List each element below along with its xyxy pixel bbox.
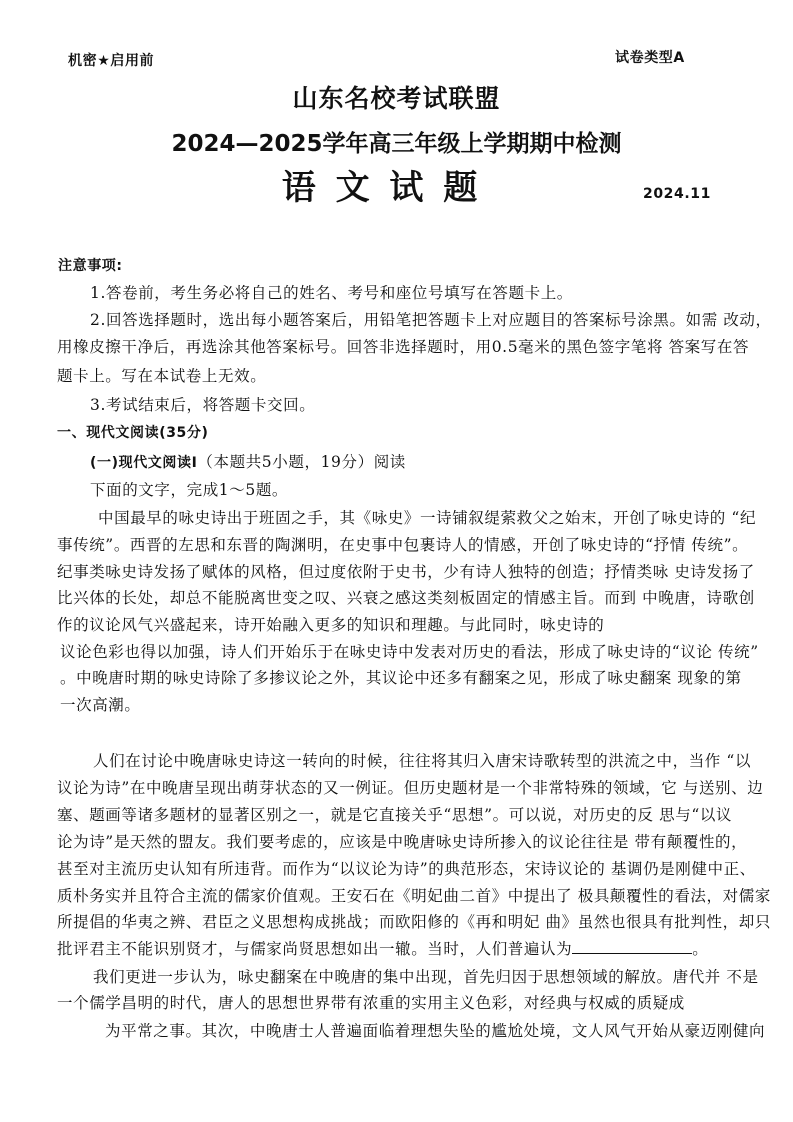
passage-line: 纪事类咏史诗发扬了赋体的风格，但过度依附于史书，少有诗人独特的创造；抒情类咏 史诗发扬了 bbox=[57, 563, 755, 581]
passage-line: 作的议论风气兴盛起来，诗开始融入更多的知识和理趣。与此同时，咏史诗的 bbox=[57, 616, 605, 634]
section-title: 一、现代文阅读(35分) bbox=[57, 425, 209, 441]
subsection-note: （本题共5小题，19分）阅读 bbox=[197, 453, 406, 471]
notice-item: 2.回答选择题时，选出每小题答案后，用铅笔把答题卡上对应题目的答案标号涂黑。如需 改动， bbox=[90, 311, 772, 329]
notice-title: 注意事项: bbox=[58, 258, 123, 274]
passage-line: 为平常之事。其次，中晚唐士人普遍面临着理想失坠的尴尬处境，文人风气开始从豪迈刚健向 bbox=[105, 1022, 766, 1040]
exam-title: 2024—2025学年高三年级上学期期中检测 bbox=[171, 131, 622, 157]
notice-item: 3.考试结束后，将答题卡交回。 bbox=[90, 396, 316, 414]
organization-title: 山东名校考试联盟 bbox=[292, 84, 501, 113]
exam-date: 2024.11 bbox=[643, 186, 711, 202]
passage-line: 。中晚唐时期的咏史诗除了多掺议论之外，其议论中还多有翻案之见，形成了咏史翻案 现象的第 bbox=[60, 669, 742, 687]
passage-line: 中国最早的咏史诗出于班固之手，其《咏史》一诗铺叙缇萦救父之始末，开创了咏史诗的 “纪 bbox=[98, 509, 757, 527]
passage-text: 。 bbox=[692, 940, 709, 958]
passage-line: 一个儒学昌明的时代，唐人的思想世界带有浓重的实用主义色彩，对经典与权威的质疑成 bbox=[57, 994, 685, 1012]
passage-line: 比兴体的长处，却总不能脱离世变之叹、兴衰之感这类刻板固定的情感主旨。而到 中晚唐，诗歌创 bbox=[57, 589, 755, 607]
passage-text: 批评君主不能识别贤才，与儒家尚贤思想如出一辙。当时，人们普遍认为 bbox=[57, 940, 573, 958]
passage-line: 质朴务实并且符合主流的儒家价值观。王安石在《明妃曲二首》中提出了 极具颠覆性的看法，对儒家 bbox=[57, 887, 771, 905]
passage-line: 我们更进一步认为，咏史翻案在中晚唐的集中出现，首先归因于思想领域的解放。唐代并 不是 bbox=[93, 968, 759, 986]
notice-item: 用橡皮擦干净后，再选涂其他答案标号。回答非选择题时，用0.5毫米的黑色签字笔将 答案写在答 bbox=[57, 338, 750, 356]
passage-line: 一次高潮。 bbox=[60, 696, 141, 714]
passage-line: 议论为诗”在中晚唐呈现出萌芽状态的又一例证。但历史题材是一个非常特殊的领域，它 与送别、边 bbox=[57, 779, 764, 797]
passage-line: 人们在讨论中晚唐咏史诗这一转向的时候，往往将其归入唐宋诗歌转型的洪流之中，当作 “以 bbox=[93, 752, 752, 770]
instruction: 下面的文字，完成1～5题。 bbox=[90, 481, 289, 499]
passage-line-with-blank bbox=[57, 939, 708, 959]
passage-line: 论为诗”是天然的盟友。我们要考虑的，应该是中晚唐咏史诗所掺入的议论往往是 带有颠覆性的， bbox=[57, 833, 748, 851]
passage-line: 塞、题画等诸多题材的显著区别之一，就是它直接关乎“思想”。可以说，对历史的反 思与“以议 bbox=[57, 806, 733, 824]
subsection-title: (一)现代文阅读I bbox=[90, 455, 198, 471]
notice-item: 题卡上。写在本试卷上无效。 bbox=[57, 367, 267, 385]
fill-in-blank[interactable] bbox=[572, 939, 692, 954]
passage-line: 事传统”。西晋的左思和东晋的陶渊明，在史事中包裹诗人的情感，开创了咏史诗的“抒情 传统”。 bbox=[57, 536, 749, 554]
passage-line: 所提倡的华夷之辨、君臣之义思想构成挑战；而欧阳修的《再和明妃 曲》虽然也很具有批判性，却只 bbox=[57, 913, 771, 931]
subject-title: 语 文 试 题 bbox=[281, 168, 482, 208]
confidential-label: 机密★启用前 bbox=[68, 53, 155, 69]
subsection-heading bbox=[90, 452, 406, 473]
passage-line: 甚至对主流历史认知有所违背。而作为“以议论为诗”的典范形态，宋诗议论的 基调仍是刚健中正、 bbox=[57, 860, 756, 878]
notice-item: 1.答卷前，考生务必将自己的姓名、考号和座位号填写在答题卡上。 bbox=[90, 284, 573, 302]
passage-line: 议论色彩也得以加强，诗人们开始乐于在咏史诗中发表对历史的看法，形成了咏史诗的“议论 传统” bbox=[60, 643, 759, 661]
paper-type-label: 试卷类型A bbox=[615, 50, 685, 66]
